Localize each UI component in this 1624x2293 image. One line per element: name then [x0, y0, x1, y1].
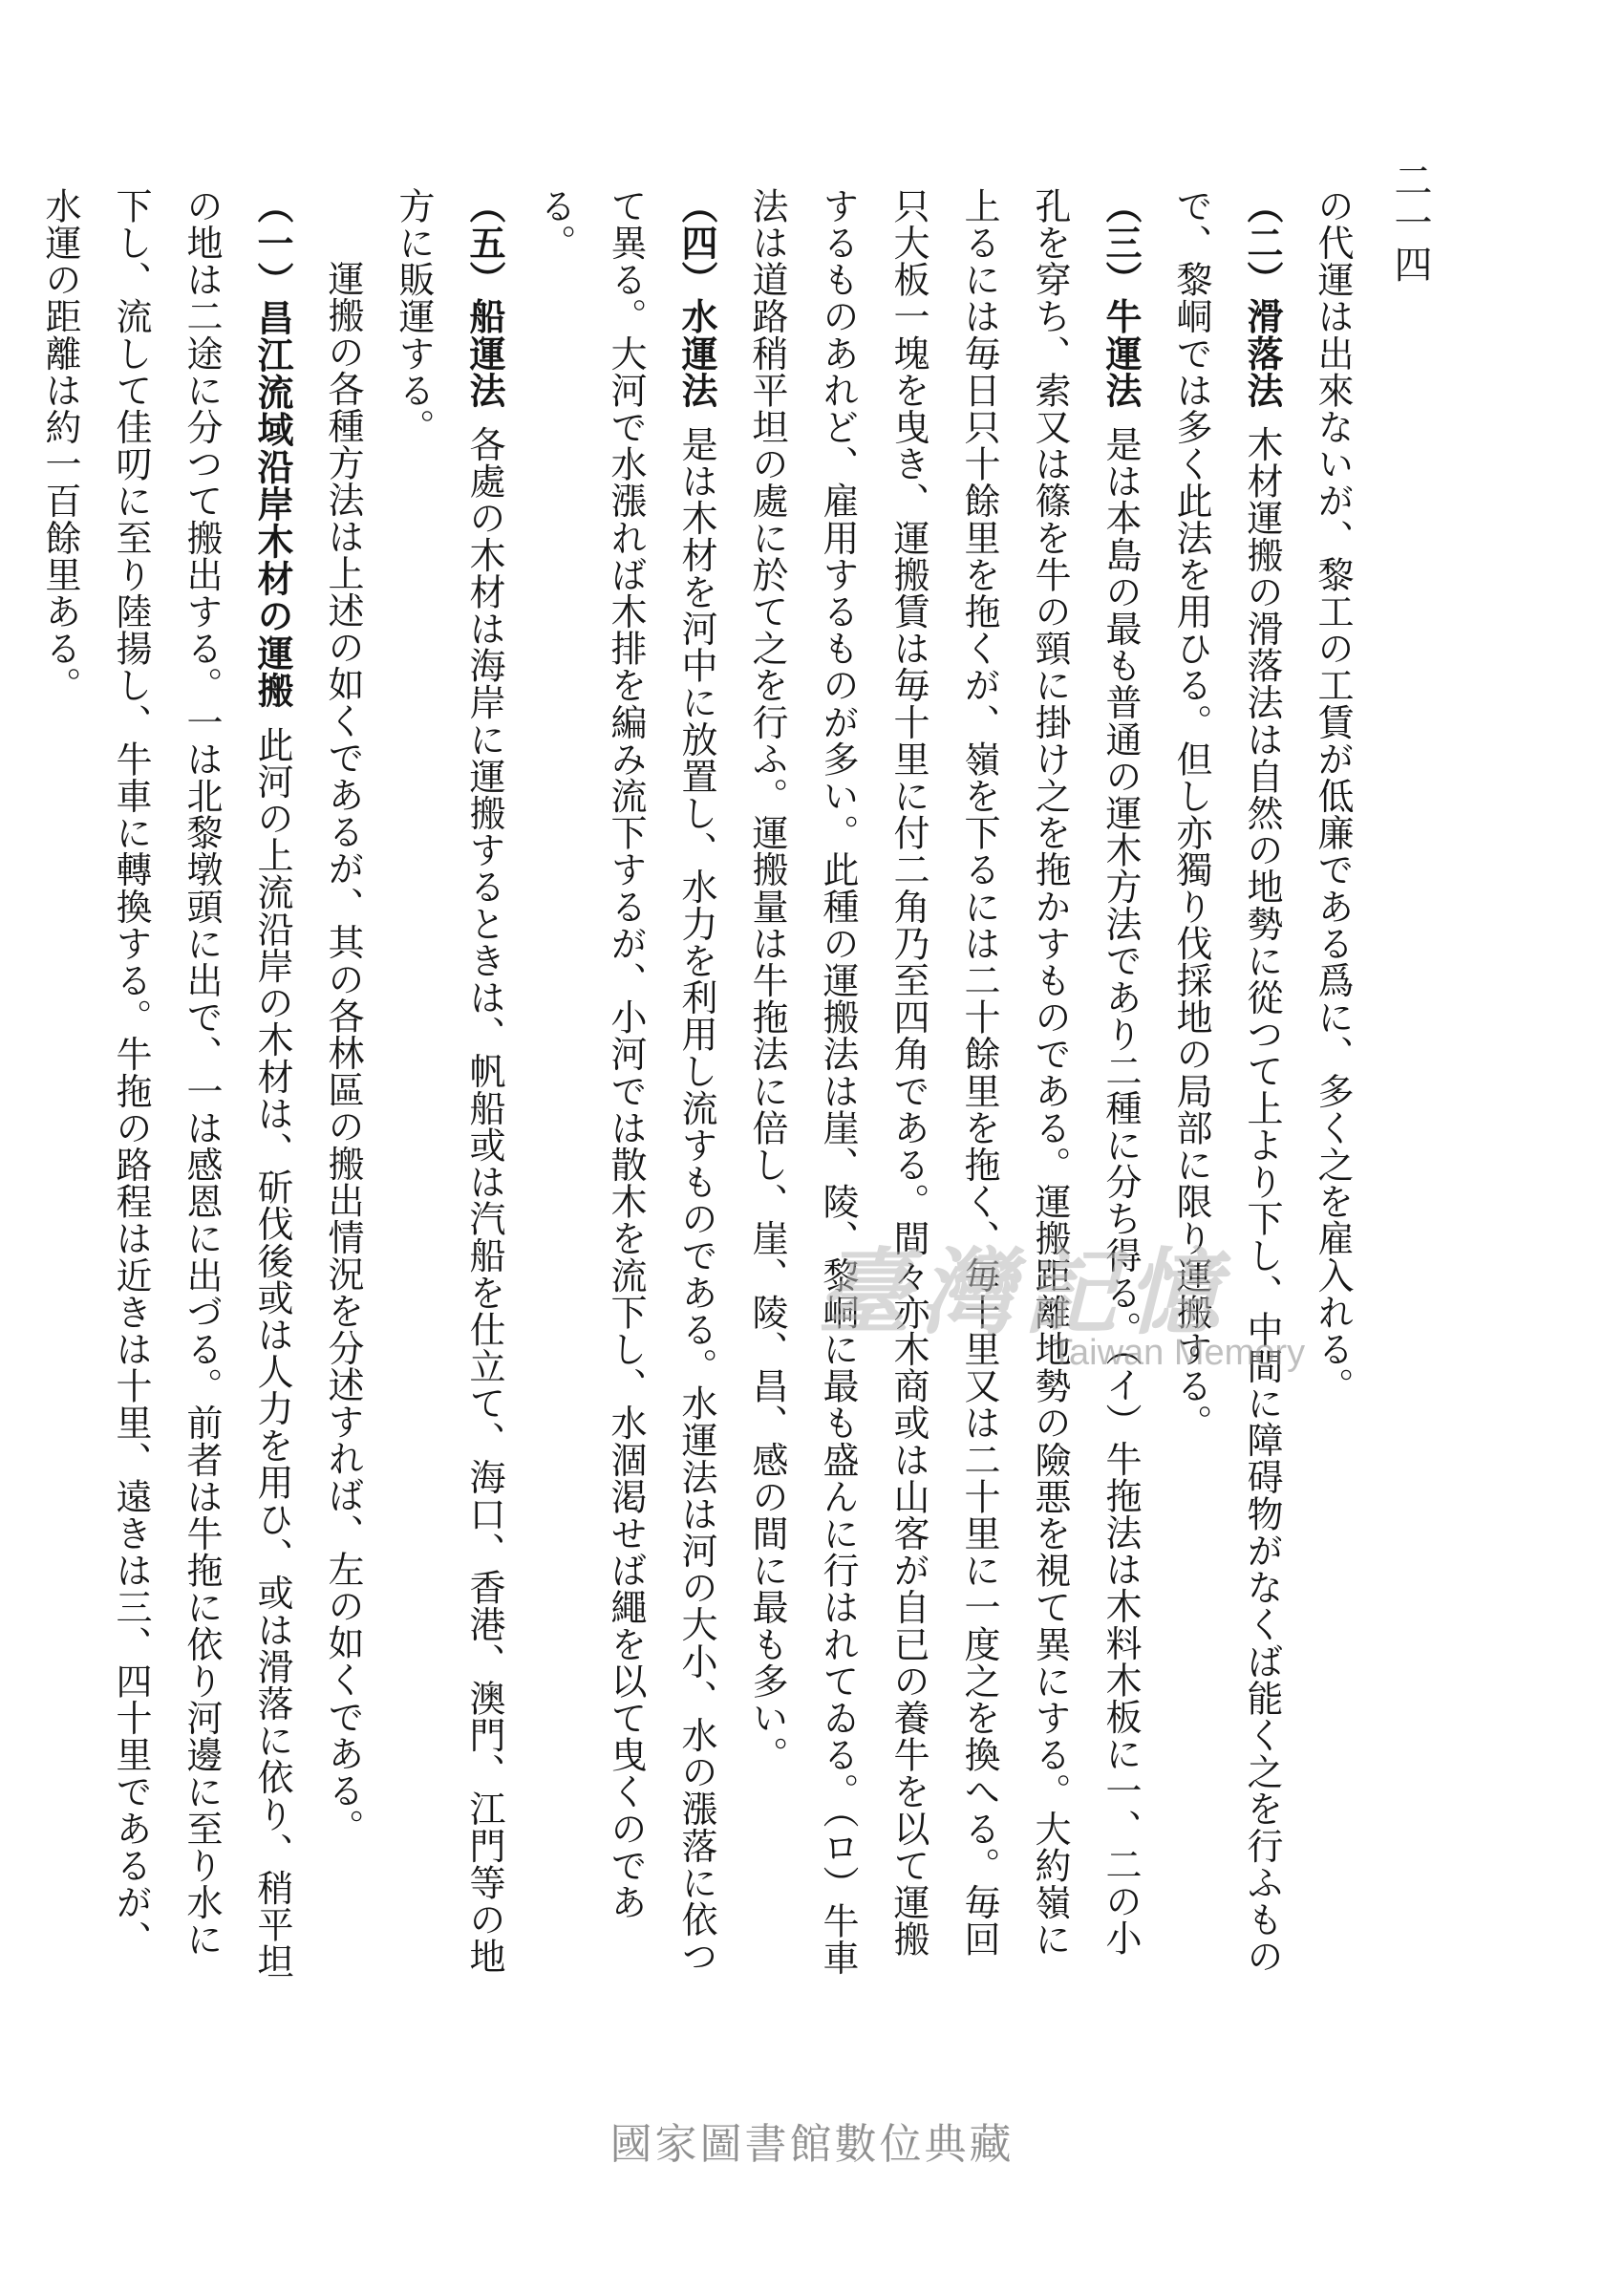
watermark-english-text: Taiwan Memory — [1051, 1333, 1306, 1373]
paragraph-3-text: 是は本島の最も普通の運木方法であり二種に分ち得る。（イ）牛拖法は木料木板に一、二の小孔を穿ち、索又は篠を牛の頸に掛け之を拖かすものである。運搬距離地勢の險悪を視て異にする。大約嶺に上るには毎日只十餘里を拖くが、嶺を下るには二十餘里を拖く、毎十里又は二十里に一度之を換へる。毎回只大板一塊を曳き、運搬賃は毎十里に付二角乃至四角である。間々亦木商或は山客が自已の養牛を以て運搬するものあれど、雇用するものが多い。此種の運搬法は崖、陵、黎峒に最も盛んに行はれてゐる。（ロ）牛車法は道路稍平坦の處に於て之を行ふ。運搬量は牛拖法に倍し、崖、陵、昌、感の間に最も多い。 — [746, 187, 1142, 1977]
paragraph-4-text: 是は木材を河中に放置し、水力を利用し流すものである。水運法は河の大小、水の漲落に依つて異る。大河で水漲れば木排を編み流下するが、小河では散木を流下し、水涸渇せば繩を以て曳くのである。 — [534, 187, 717, 1975]
paragraph-1-text: の代運は出來ないが、黎工の工賃が低廉である爲に、多く之を雇入れる。 — [1312, 187, 1354, 1404]
section-label-2: （二）滑落法 — [1241, 187, 1283, 409]
paragraph-3 — [732, 187, 1156, 1983]
section-label-5: （五）船運法 — [463, 187, 505, 409]
library-footer: 國家圖書館數位典藏 — [609, 2120, 1015, 2169]
paragraph-7 — [25, 187, 308, 1983]
paragraph-5 — [378, 187, 520, 1983]
page-number: 二一四 — [1388, 161, 1432, 287]
paragraph-2 — [1156, 187, 1297, 1983]
body-text — [39, 187, 1368, 1983]
paragraph-6-text: 運搬の各種方法は上述の如くであるが、其の各林區の搬出情況を分述すれば、左の如くである。 — [322, 260, 364, 1846]
paragraph-4 — [520, 187, 732, 1983]
paragraph-5-text: 各處の木材は海岸に運搬するときは、帆船或は汽船を仕立て、海口、香港、澳門、江門等の地方に販運する。 — [393, 187, 505, 1975]
section-label-4: （四）水運法 — [675, 187, 717, 409]
paragraph-7-text: 此河の上流沿岸の木材は、斫伐後或は人力を用ひ、或は滑落に依り、稍平坦の地は二途に分つて搬出する。一は北黎墩頭に出で、一は感恩に出づる。前者は牛拖に依り河邊に至り水に下し、流して佳叨に至り陸揚し、牛車に轉換する。牛拖の路程は近きは十里、遠きは三、四十里であるが、水運の距離は約一百餘里ある。 — [39, 187, 293, 1981]
paragraph-1 — [1297, 187, 1368, 1983]
paragraph-2-text: 木材運搬の滑落法は自然の地勢に從つて上より下し、中間に障碍物がなくば能く之を行ふもので、黎峒では多く此法を用ひる。但し亦獨り伐採地の局部に限り運搬する。 — [1170, 187, 1283, 1975]
section-label-3: （三）牛運法 — [1100, 187, 1142, 409]
subsection-heading: （一）昌江流域沿岸木材の運搬 — [251, 187, 293, 709]
watermark-chinese-text: 臺灣記憶 — [817, 1238, 1230, 1348]
paragraph-6 — [308, 187, 378, 1983]
